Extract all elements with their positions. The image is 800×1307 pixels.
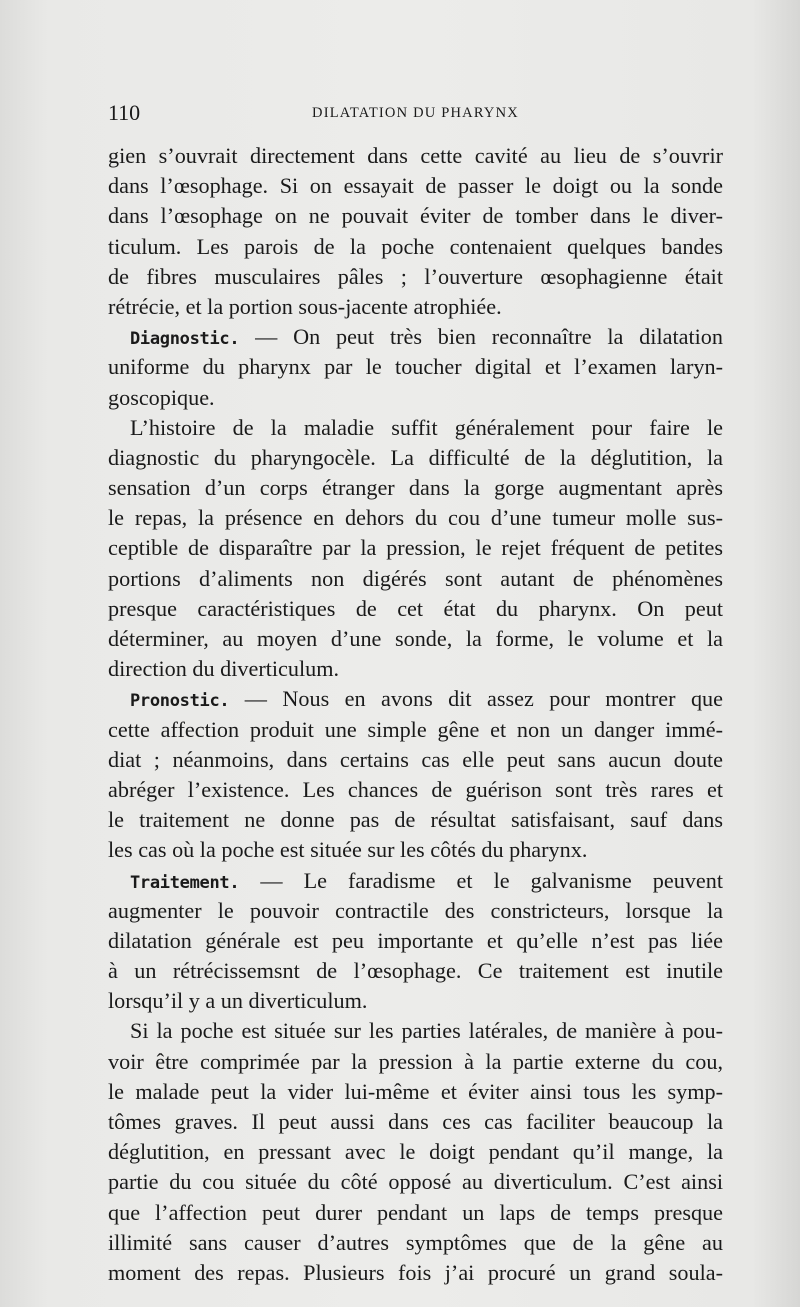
section-keyword-traitement: Traitement. <box>130 872 240 893</box>
text-line: le repas, la présence en dehors du cou d’une tumeur molle sus- <box>108 505 723 531</box>
text-line: portions d’aliments non digérés sont autant de phénomènes <box>108 565 723 591</box>
text-line: presque caractéristiques de cet état du pharynx. On peut <box>108 595 723 621</box>
text-line: de fibres musculaires pâles ; l’ouverture œsophagienne était <box>108 263 723 289</box>
text-line: que l’affection peut durer pendant un laps de temps presque <box>108 1199 723 1225</box>
page-header <box>108 100 723 130</box>
paragraph <box>108 141 723 322</box>
text-line: uniforme du pharynx par le toucher digital et l’examen laryn- <box>108 354 723 380</box>
text-line: cette affection produit une simple gêne et non un danger immé- <box>108 716 723 742</box>
text-line <box>108 322 723 352</box>
text-line: les cas où la poche est située sur les côtés du pharynx. <box>108 837 588 863</box>
text-line: Si la poche est située sur les parties latérales, de manière à pou- <box>130 1018 723 1044</box>
text-line: ceptible de disparaître par la pression, le rejet fréquent de petites <box>108 535 723 561</box>
text-line: le malade peut la vider lui-même et éviter ainsi tous les symp- <box>108 1078 723 1104</box>
text-line: augmenter le pouvoir contractile des constricteurs, lorsque la <box>108 897 723 923</box>
text-run: — Le faradisme et le galvanisme peuvent <box>239 867 723 893</box>
text-line <box>108 866 723 896</box>
text-line: moment des repas. Plusieurs fois j’ai procuré un grand soula- <box>108 1259 723 1285</box>
page-number: 110 <box>108 100 141 125</box>
paragraph-traitement <box>108 866 723 1017</box>
text-line: voir être comprimée par la pression à la partie externe du cou, <box>108 1048 723 1074</box>
text-line: dilatation générale est peu importante et qu’elle n’est pas liée <box>108 927 723 953</box>
text-line: goscopique. <box>108 384 215 410</box>
section-keyword-pronostic: Pronostic. <box>130 691 230 712</box>
text-line: déglutition, en pressant avec le doigt pendant qu’il mange, la <box>108 1139 723 1165</box>
section-keyword-diagnostic: Diagnostic. <box>130 329 240 350</box>
text-line: rétrécie, et la portion sous-jacente atrophiée. <box>108 293 502 319</box>
text-line: direction du diverticulum. <box>108 656 340 682</box>
text-line: tômes graves. Il peut aussi dans ces cas faciliter beaucoup la <box>108 1109 723 1134</box>
text-line: lorsqu’il y a un diverticulum. <box>108 988 368 1014</box>
paragraph <box>108 413 723 685</box>
paragraph <box>108 1016 723 1288</box>
text-line: L’histoire de la maladie suffit généralement pour faire le <box>130 414 723 440</box>
text-line: à un rétrécissemsnt de l’œsophage. Ce traitement est inutile <box>108 958 723 984</box>
text-line: diagnostic du pharyngocèle. La difficulté de la déglutition, la <box>108 444 723 470</box>
text-line: le traitement ne donne pas de résultat satisfaisant, sauf dans <box>108 807 723 833</box>
text-line: partie du cou située du côté opposé au diverticulum. C’est ainsi <box>108 1169 723 1195</box>
text-line: sensation d’un corps étranger dans la gorge augmentant après <box>108 475 723 501</box>
paragraph-diagnostic <box>108 322 723 413</box>
text-line: dans l’œsophage. Si on essayait de passer le doigt ou la sonde <box>108 173 723 199</box>
text-line: dans l’œsophage on ne pouvait éviter de tomber dans le diver- <box>108 203 723 229</box>
paragraph-pronostic <box>108 684 723 865</box>
text-line: abréger l’existence. Les chances de guérison sont très rares et <box>108 776 723 802</box>
text-line <box>108 684 723 714</box>
text-line: illimité sans causer d’autres symptômes que de la gêne au <box>108 1229 723 1255</box>
text-line: gien s’ouvrait directement dans cette cavité au lieu de s’ouvrir <box>108 143 723 168</box>
text-line: déterminer, au moyen d’une sonde, la forme, le volume et la <box>108 626 723 651</box>
text-run: — On peut très bien reconnaître la dilatation <box>239 324 723 350</box>
text-line: ticulum. Les parois de la poche contenaient quelques bandes <box>108 233 723 259</box>
text-run: — Nous en avons dit assez pour montrer que <box>229 686 723 712</box>
running-title: DILATATION DU PHARYNX <box>312 105 519 121</box>
text-line: diat ; néanmoins, dans certains cas elle peut sans aucun doute <box>108 746 723 772</box>
body-text <box>108 141 723 1288</box>
